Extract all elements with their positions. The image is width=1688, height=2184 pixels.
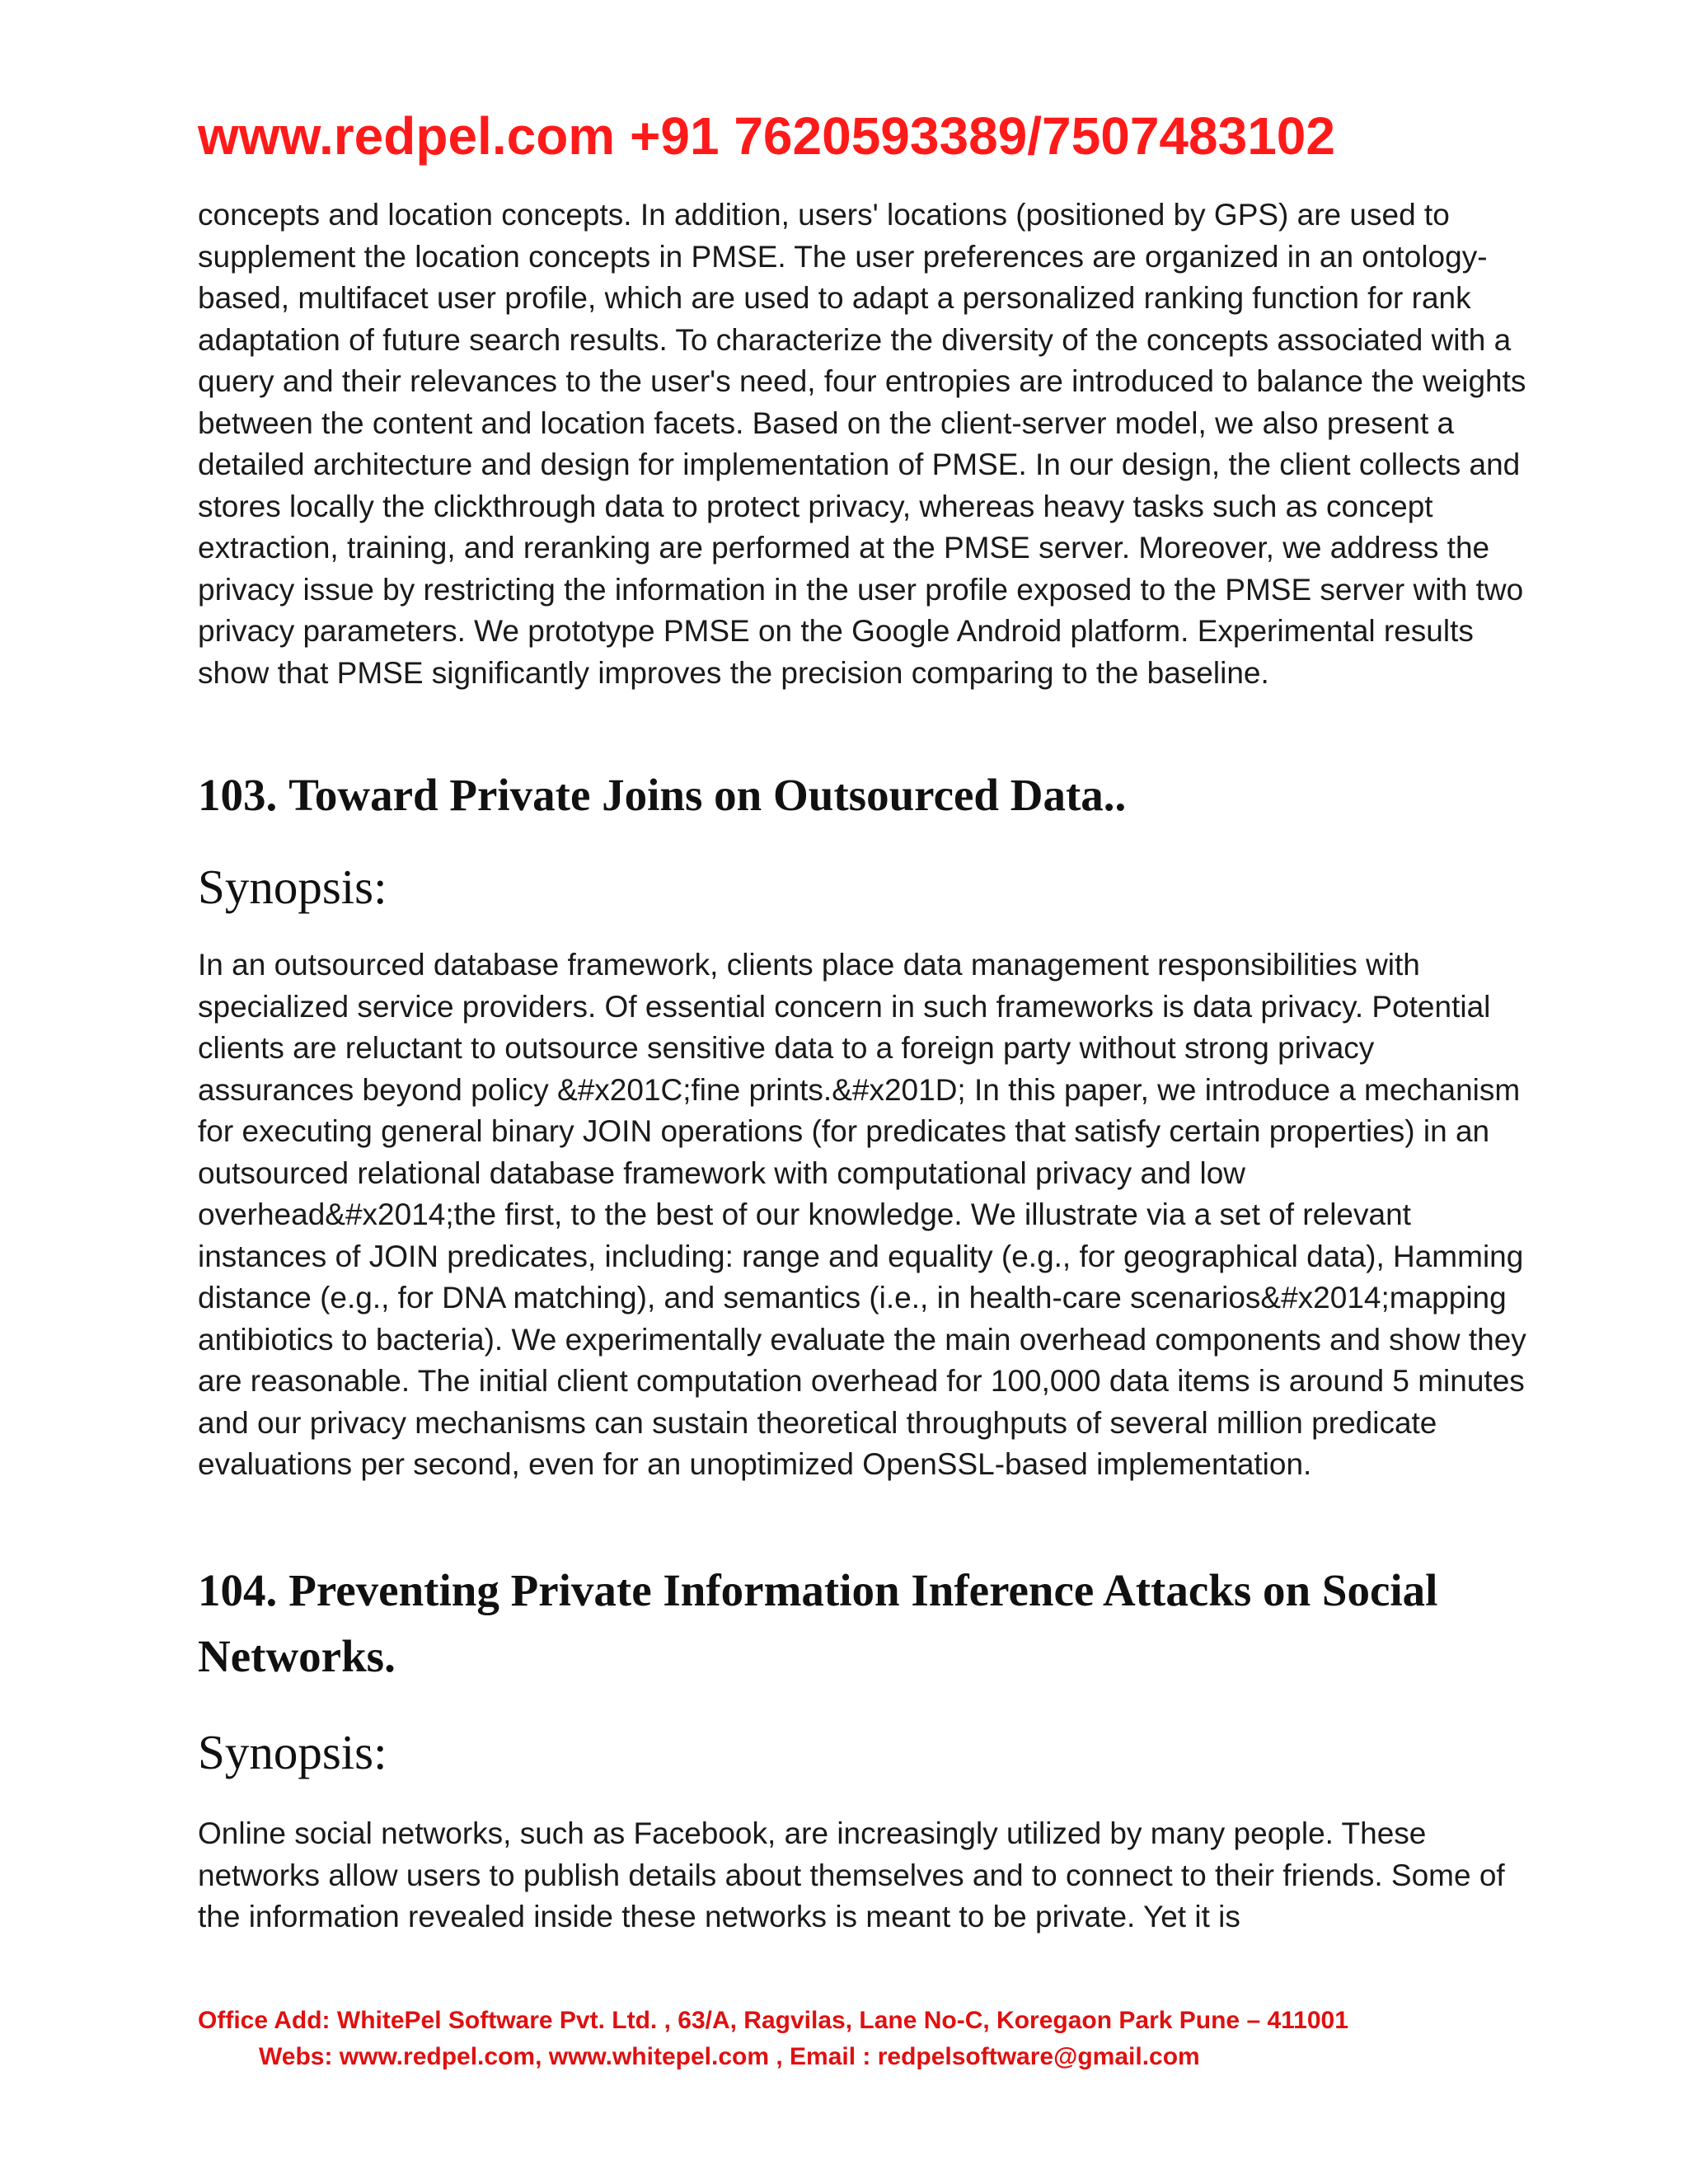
section-102-continuation-text: concepts and location concepts. In addition, users' locations (positioned by GPS) are used to supplement the location concepts in PMSE. The user preferences are organized in an ontology-based, multifacet user profile, which are used to adapt a personalized ranking function for rank adaptation of future search results. To characterize the diversity of the concepts associated with a query and their relevances to the user's need, four entropies are introduced to balance the weights between the content and location facets. Based on the client-server model, we also present a detailed architecture and design for implementation of PMSE. In our design, the client collects and stores locally the clickthrough data to protect privacy, whereas heavy tasks such as concept extraction, training, and reranking are performed at the PMSE server. Moreover, we address the privacy issue by restricting the information in the user profile exposed to the PMSE server with two privacy parameters. We prototype PMSE on the Google Android platform. Experimental results show that PMSE significantly improves the precision comparing to the baseline. [198, 198, 1526, 690]
header-contact-line: www.redpel.com +91 7620593389/7507483102 [198, 106, 1335, 166]
footer-office-address: Office Add: WhitePel Software Pvt. Ltd. , 63/A, Ragvilas, Lane No-C, Koregaon Park Pune – 411001 [198, 2007, 1348, 2034]
section-103-synopsis-text: In an outsourced database framework, clients place data management responsibilities with specialized service providers. Of essential concern in such frameworks is data privacy. Potential clients are reluctant to outsource sensitive data to a foreign party without strong privacy assurances beyond policy &#x201C;fine prints.&#x201D; In this paper, we introduce a mechanism for executing general binary JOIN operations (for predicates that satisfy certain properties) in an outsourced relational database framework with computational privacy and low overhead&#x2014;the first, to the best of our knowledge. We illustrate via a set of relevant instances of JOIN predicates, including: range and equality (e.g., for geographical data), Hamming distance (e.g., for DNA matching), and semantics (i.e., in health-care scenarios&#x2014;mapping antibiotics to bacteria). We experimentally evaluate the main overhead components and show they are reasonable. The initial client computation overhead for 100,000 data items is around 5 minutes and our privacy mechanisms can sustain theoretical throughputs of several million predicate evaluations per second, even for an unoptimized OpenSSL-based implementation. [198, 948, 1526, 1481]
section-103-synopsis-label: Synopsis: [198, 860, 387, 914]
section-103-heading [198, 762, 1550, 828]
section-103-number: 103. [198, 770, 278, 820]
section-104-synopsis-label: Synopsis: [198, 1725, 387, 1779]
section-104-number: 104. [198, 1565, 278, 1615]
section-103-title: Toward Private Joins on Outsourced Data.. [288, 770, 1127, 820]
section-104-title: Preventing Private Information Inference Attacks on Social Networks. [198, 1565, 1438, 1681]
section-104-heading [198, 1558, 1550, 1690]
footer-websites-email: Webs: www.redpel.com, www.whitepel.com , Email : redpelsoftware@gmail.com [259, 2043, 1200, 2070]
section-104-synopsis-text: Online social networks, such as Facebook, are increasingly utilized by many people. These networks allow users to publish details about themselves and to connect to their friends. Some of the information revealed inside these networks is meant to be private. Yet it is [198, 1816, 1505, 1933]
